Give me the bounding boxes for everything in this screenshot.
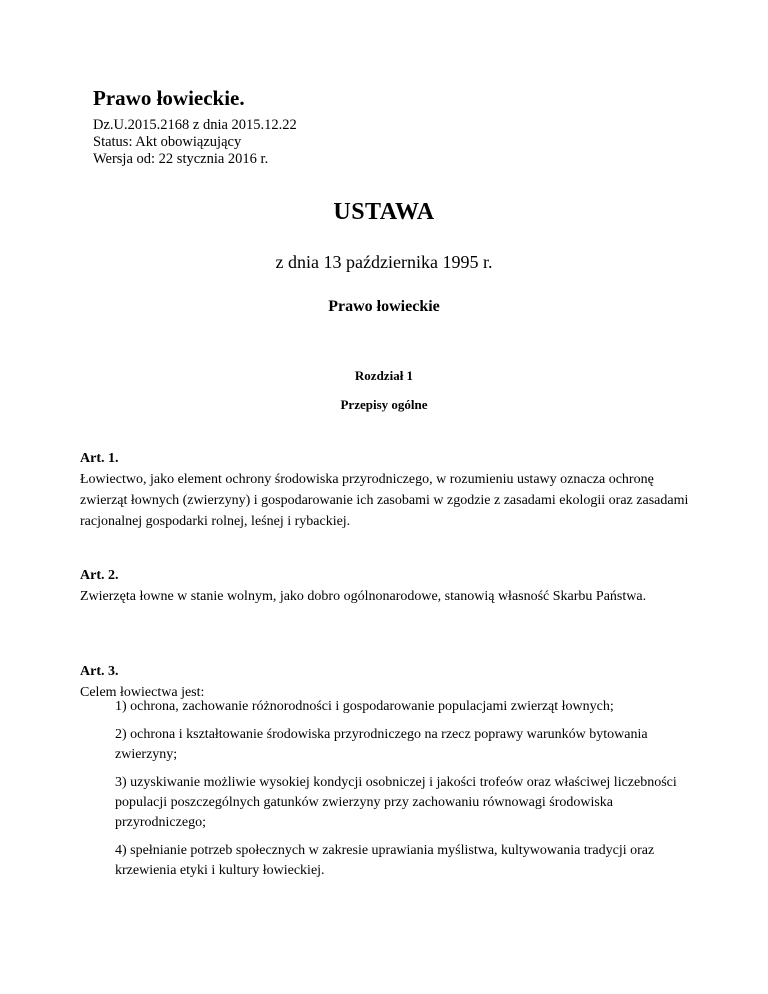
article-heading: Art. 2. bbox=[80, 568, 119, 583]
act-name: Prawo łowieckie bbox=[328, 298, 440, 315]
article-1 bbox=[80, 448, 700, 532]
chapter-number: Rozdział 1 bbox=[354, 368, 414, 383]
chapter-title: Przepisy ogólne bbox=[340, 397, 428, 412]
version-text: Wersja od: 22 stycznia 2016 r. bbox=[93, 151, 269, 167]
act-date: z dnia 13 października 1995 r. bbox=[275, 252, 493, 272]
citation-text: Dz.U.2015.2168 z dnia 2015.12.22 bbox=[93, 117, 297, 133]
article-heading: Art. 3. bbox=[80, 664, 119, 679]
list-item: 4) spełnianie potrzeb społecznych w zakresie uprawiania myślistwa, kultywowania tradycji oraz krzewienia etyki i kultury łowieckiej. bbox=[115, 843, 655, 878]
article-heading: Art. 1. bbox=[80, 451, 119, 466]
article-2 bbox=[80, 565, 700, 607]
document-title: Prawo łowieckie. bbox=[93, 86, 245, 110]
list-item: 3) uzyskiwanie możliwie wysokiej kondycji osobniczej i jakości trofeów oraz właściwej liczebności populacji poszczególnych gatunków zwierzyny przy zachowaniu równowagi środowiska przyrodniczego; bbox=[115, 775, 677, 830]
status-text: Status: Akt obowiązujący bbox=[93, 134, 242, 150]
article-text: Zwierzęta łowne w stanie wolnym, jako dobro ogólnonarodowe, stanowią własność Skarbu Państwa. bbox=[80, 589, 647, 604]
article-text: Celem łowiectwa jest: bbox=[80, 685, 205, 700]
list-item: 2) ochrona i kształtowanie środowiska przyrodniczego na rzecz poprawy warunków bytowania zwierzyny; bbox=[115, 727, 648, 762]
list-item: 1) ochrona, zachowanie różnorodności i gospodarowanie populacjami zwierząt łownych; bbox=[115, 699, 614, 714]
act-type-heading: USTAWA bbox=[333, 199, 435, 225]
document-metadata bbox=[93, 117, 297, 168]
article-text: Łowiectwo, jako element ochrony środowiska przyrodniczego, w rozumieniu ustawy oznacza ochronę zwierząt łownych (zwierzyny) i gospodarowanie ich zasobami w zgodzie z zasadami ekologii oraz zasadami racjonalnej gospodarki rolnej, leśnej i rybackiej. bbox=[80, 472, 689, 529]
